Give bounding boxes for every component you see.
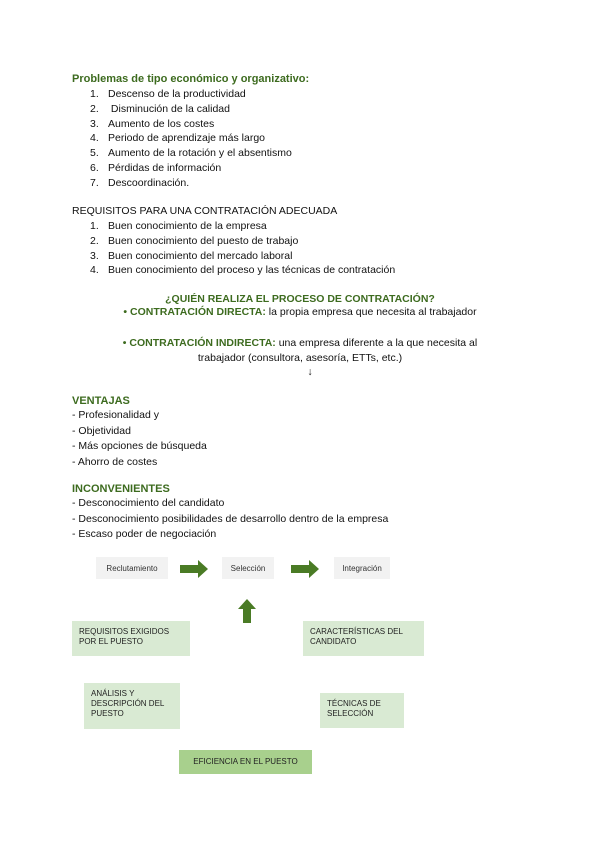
- flow-seleccion: Selección: [222, 557, 274, 579]
- list-item: - Objetividad: [72, 424, 131, 437]
- box-caracteristicas-candidato: CARACTERÍSTICAS DEL CANDIDATO: [303, 621, 424, 656]
- list-item: 1. Buen conocimiento de la empresa: [90, 220, 267, 232]
- box-requisitos-puesto: REQUISITOS EXIGIDOS POR EL PUESTO: [72, 621, 190, 656]
- right-arrow-icon: [180, 560, 210, 578]
- flow-integracion: Integración: [334, 557, 390, 579]
- list-item: - Desconocimiento posibilidades de desarrollo dentro de la empresa: [72, 512, 389, 525]
- down-arrow-icon: ↓: [307, 366, 313, 378]
- direct-contract-line: [0, 305, 600, 320]
- list-item: 2. Disminución de la calidad: [90, 102, 230, 115]
- box-analisis-puesto: ANÁLISIS Y DESCRIPCIÓN DEL PUESTO: [84, 683, 180, 729]
- list-item: - Más opciones de búsqueda: [72, 440, 207, 453]
- problems-list: [90, 87, 292, 191]
- indirect-contract-line-2: trabajador (consultora, asesoría, ETTs, etc.): [197, 352, 403, 364]
- list-item: - Escaso poder de negociación: [72, 528, 217, 541]
- list-item: - Ahorro de costes: [72, 455, 158, 468]
- section-title-requisitos: REQUISITOS PARA UNA CONTRATACIÓN ADECUADA: [72, 205, 338, 217]
- list-item: - Profesionalidad y: [72, 409, 159, 421]
- who-question: ¿QUIÉN REALIZA EL PROCESO DE CONTRATACIÓN?: [165, 293, 435, 305]
- list-item: 2. Buen conocimiento del puesto de trabajo: [90, 234, 299, 247]
- list-item: 5. Aumento de la rotación y el absentismo: [90, 147, 292, 160]
- list-item: 6. Pérdidas de información: [90, 161, 222, 174]
- direct-label: • CONTRATACIÓN DIRECTA:: [123, 306, 266, 318]
- up-arrow-icon: [238, 599, 256, 623]
- indirect-text: una empresa diferente a la que necesita al: [275, 337, 478, 349]
- ventajas-title: VENTAJAS: [72, 395, 130, 407]
- section-title-problemas: Problemas de tipo económico y organizativo:: [72, 73, 310, 85]
- ventajas-list: [72, 408, 207, 470]
- right-arrow-icon: [291, 560, 321, 578]
- flow-reclutamiento: Reclutamiento: [96, 557, 168, 579]
- inconvenientes-list: [72, 496, 388, 543]
- direct-text: la propia empresa que necesita al trabajador: [265, 306, 477, 318]
- list-item: 1. Descenso de la productividad: [90, 88, 246, 100]
- indirect-contract-line: [0, 336, 600, 351]
- inconvenientes-title: INCONVENIENTES: [72, 483, 170, 495]
- requirements-list: [90, 219, 395, 278]
- box-eficiencia-puesto: EFICIENCIA EN EL PUESTO: [179, 750, 312, 774]
- list-item: 3. Aumento de los costes: [90, 117, 215, 130]
- list-item: - Desconocimiento del candidato: [72, 497, 225, 509]
- box-tecnicas-seleccion: TÉCNICAS DE SELECCIÓN: [320, 693, 404, 728]
- list-item: 4. Buen conocimiento del proceso y las técnicas de contratación: [90, 264, 396, 277]
- list-item: 7. Descoordinación.: [90, 176, 190, 189]
- list-item: 3. Buen conocimiento del mercado laboral: [90, 249, 293, 262]
- list-item: 4. Periodo de aprendizaje más largo: [90, 132, 266, 145]
- indirect-label: • CONTRATACIÓN INDIRECTA:: [122, 337, 276, 349]
